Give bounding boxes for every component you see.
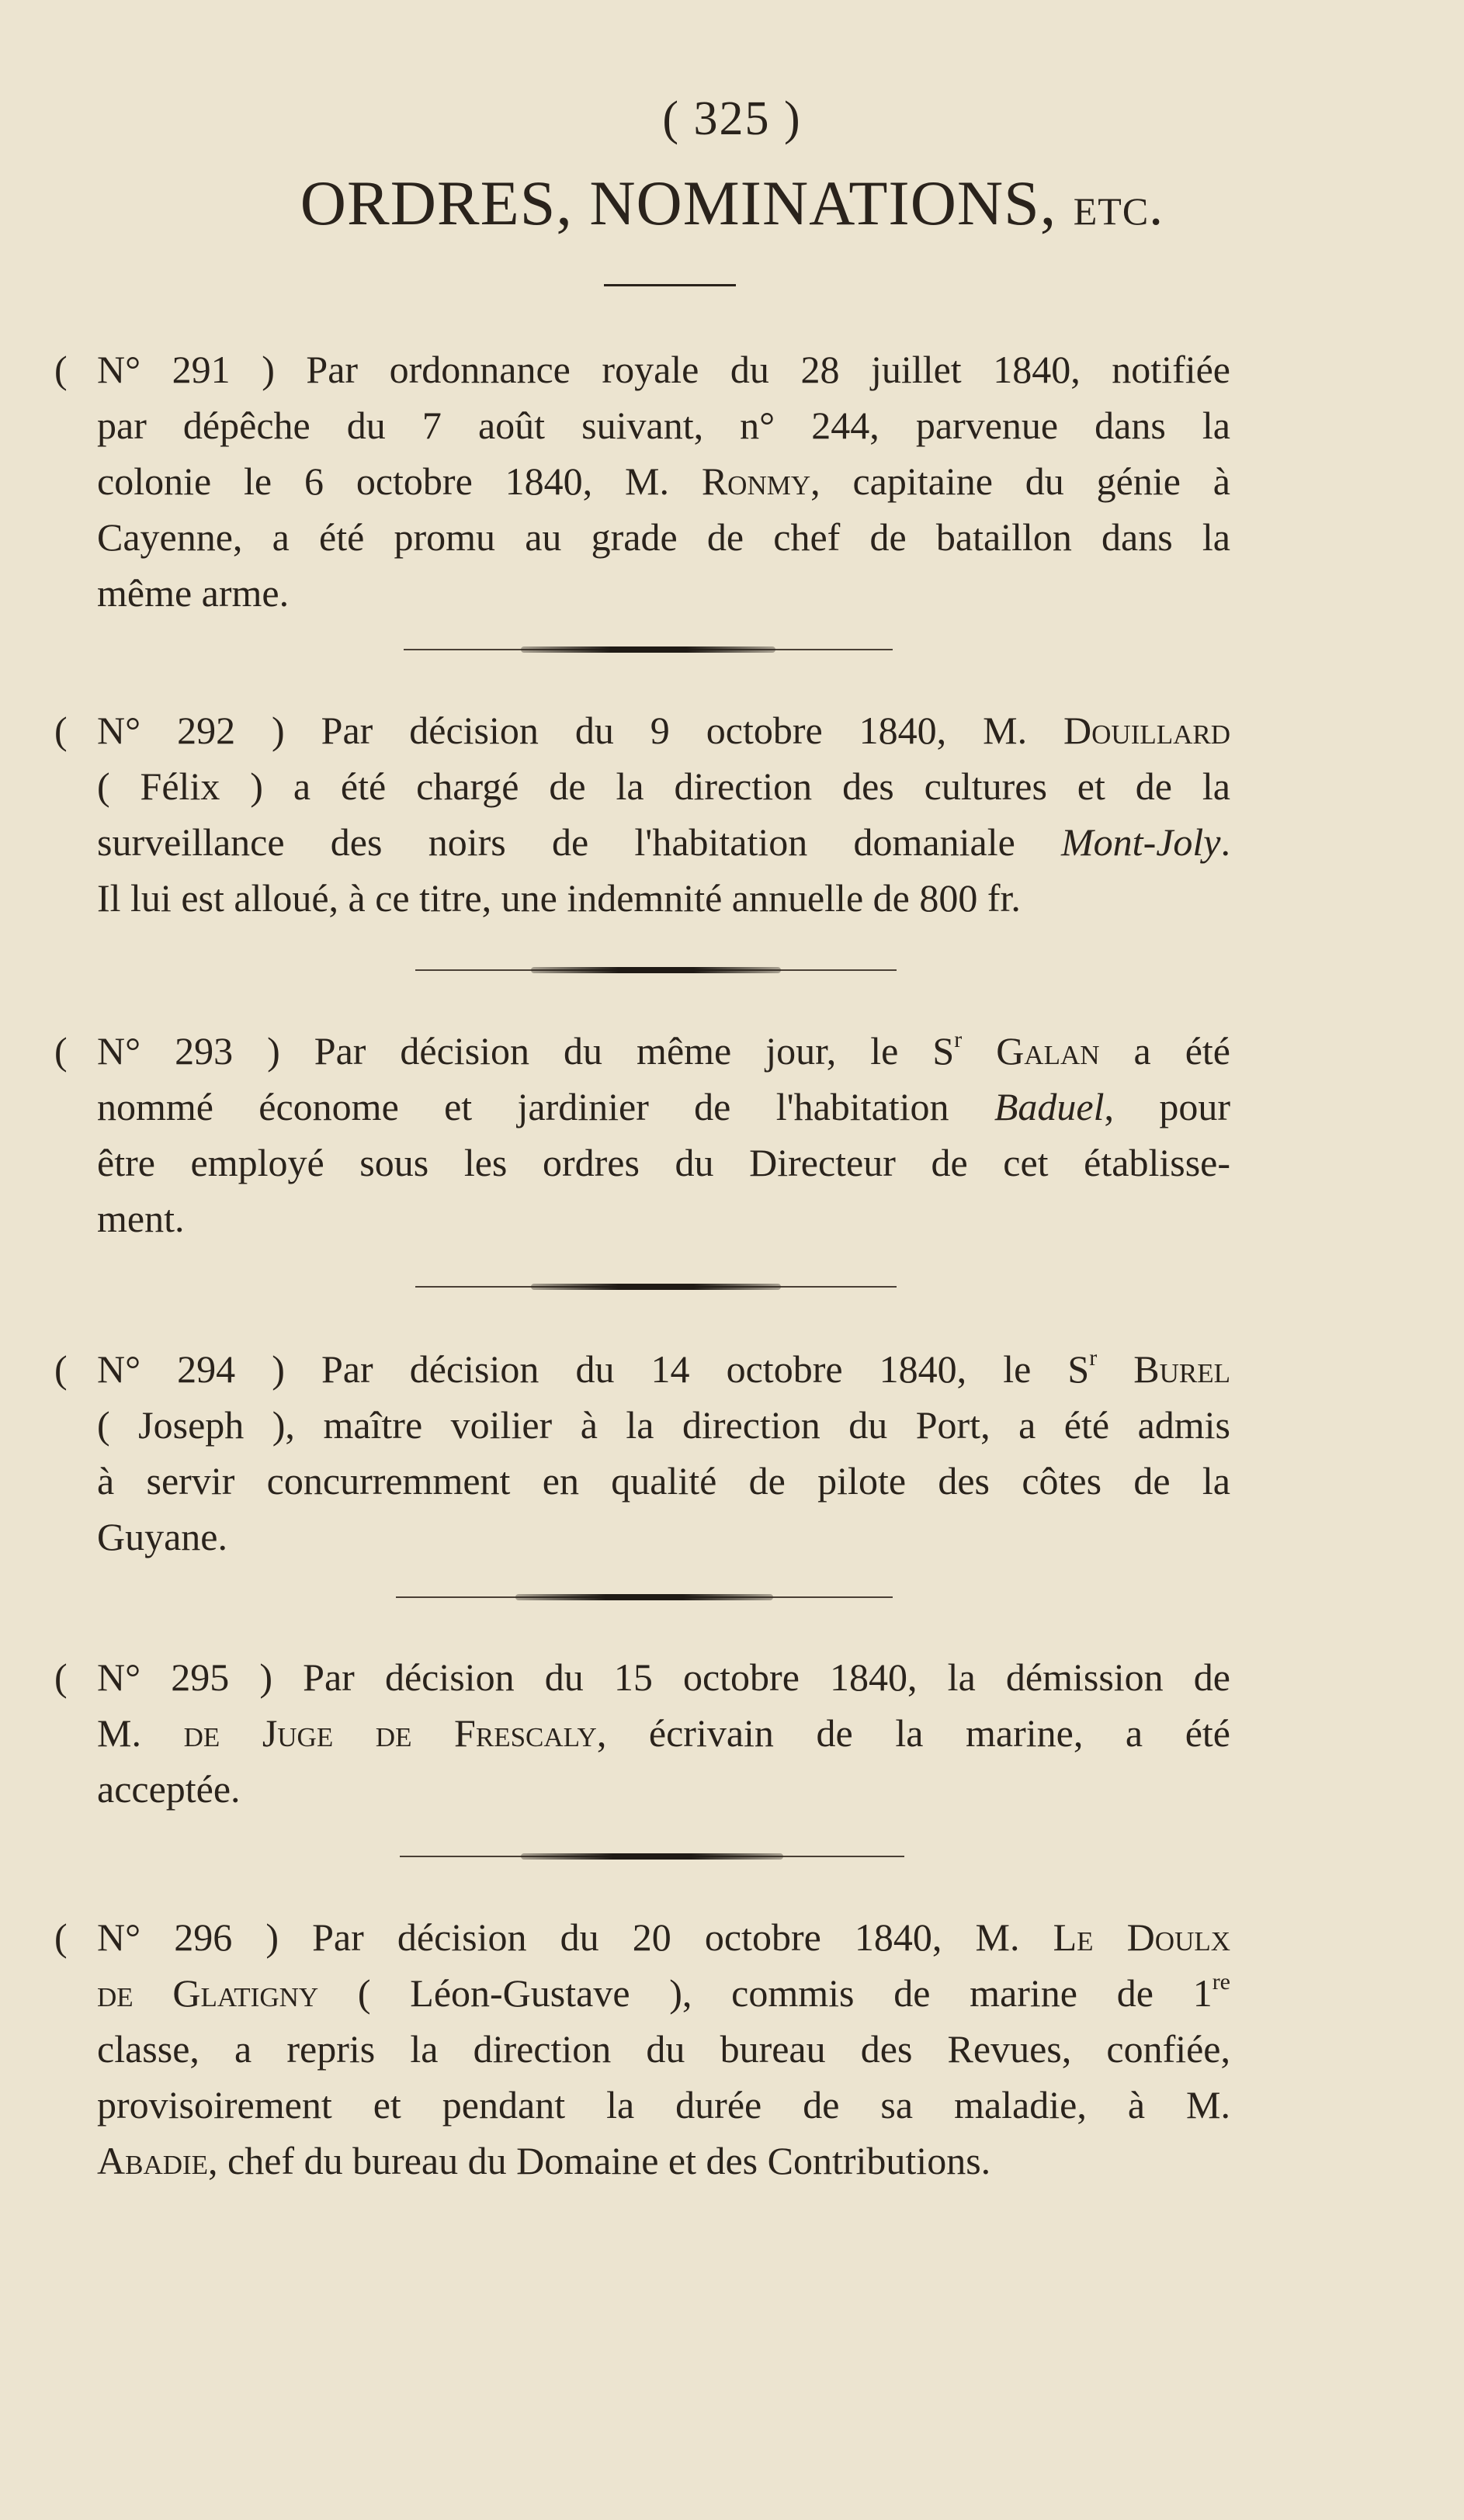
separator-rule: [415, 1278, 897, 1295]
entry-text: .: [1220, 820, 1230, 864]
entry-text: colonie le 6 octobre 1840, M.: [97, 459, 702, 503]
separator-thick-line: [515, 1594, 774, 1600]
open-paren: (: [54, 1347, 68, 1391]
entry-text: être employé sous les ordres du Directeur de cet établisse-: [97, 1141, 1230, 1184]
place-name: Baduel: [994, 1085, 1105, 1128]
entry-line: [97, 1135, 1230, 1191]
page-number: ( 325 ): [662, 92, 802, 145]
entry-line: [97, 565, 1230, 621]
entry-line: [97, 2133, 1230, 2189]
entry-number: N° 293: [97, 1029, 234, 1073]
entry-text: ( Félix ) a été chargé de la direction des cultures et de la: [97, 764, 1230, 808]
person-name: Galan: [962, 1029, 1100, 1073]
page-title-text: ORDRES, NOMINATIONS,: [300, 168, 1074, 238]
heading-rule: [604, 284, 736, 286]
separator-thick-line: [521, 646, 775, 653]
page-title: [0, 167, 1464, 240]
entry-line: [97, 2021, 1230, 2077]
separator-rule: [396, 1589, 893, 1606]
entry-text: ) Par décision du 20 octobre 1840, M.: [232, 1915, 1053, 1959]
entry-text: par dépêche du 7 août suivant, n° 244, parvenue dans la: [97, 404, 1230, 447]
entry-line: [97, 814, 1230, 870]
entry-text: ) Par ordonnance royale du 28 juillet 1840, notifiée: [230, 348, 1230, 391]
person-name: Burel: [1097, 1347, 1230, 1391]
entry-294: [54, 1341, 1230, 1565]
entry-296: [54, 1909, 1230, 2189]
entry-text: nommé économe et jardinier de l'habitation: [97, 1085, 994, 1128]
separator-thick-line: [531, 967, 781, 973]
open-paren: (: [54, 1655, 68, 1699]
entry-text: classe, a repris la direction du bureau des Revues, confiée,: [97, 2027, 1230, 2071]
entry-line: [97, 397, 1230, 453]
entry-text: ment.: [97, 1197, 185, 1240]
entry-295: [54, 1649, 1230, 1817]
entry-292: [54, 702, 1231, 926]
open-paren: (: [54, 1915, 68, 1959]
entry-number: N° 294: [97, 1347, 236, 1391]
entry-line: [97, 509, 1230, 565]
superscript: r: [1089, 1345, 1098, 1371]
entry-text: ) Par décision du 14 octobre 1840, le S: [235, 1347, 1090, 1391]
entry-text: acceptée.: [97, 1767, 241, 1811]
entry-text: ( Léon-Gustave ), commis de marine de: [318, 1971, 1193, 2015]
entry-line: [54, 341, 1230, 397]
entry-291: [54, 341, 1230, 621]
entry-number: N° 295: [97, 1655, 230, 1699]
open-paren: (: [54, 348, 68, 391]
entry-line: [54, 1909, 1230, 1965]
entry-line: [97, 1453, 1230, 1509]
entry-text: Il lui est alloué, à ce titre, une indemnité annuelle de 800 fr.: [97, 876, 1021, 920]
entry-line: [97, 870, 1230, 926]
entry-line: [97, 1965, 1230, 2021]
person-name: Abadie: [97, 2139, 209, 2182]
place-name: Mont-Joly: [1061, 820, 1221, 864]
entry-text: ) Par décision du même jour, le S: [233, 1029, 955, 1073]
entry-line: [54, 1023, 1230, 1079]
entry-text: , pour: [1104, 1085, 1230, 1128]
superscript: r: [954, 1027, 963, 1052]
person-name: de Glatigny: [97, 1971, 319, 2015]
entry-text: même arme.: [97, 571, 290, 615]
entry-text: Cayenne, a été promu au grade de chef de bataillon dans la: [97, 515, 1230, 559]
entry-line: [97, 2077, 1230, 2133]
entry-text: a été: [1099, 1029, 1230, 1073]
person-name: de Juge de Frescaly: [183, 1711, 597, 1755]
entry-line: [97, 758, 1230, 814]
entry-text: , écrivain de la marine, a été: [596, 1711, 1230, 1755]
person-name: Le Doulx: [1053, 1915, 1230, 1959]
entry-line: [97, 1079, 1230, 1135]
entry-line: [97, 1191, 1230, 1246]
entry-text: 1: [1192, 1971, 1212, 2015]
page-title-etc: etc.: [1073, 175, 1164, 237]
entry-line: [54, 702, 1231, 758]
entry-text: , chef du bureau du Domaine et des Contributions.: [208, 2139, 991, 2182]
entry-text: à servir concurremment en qualité de pilote des côtes de la: [97, 1459, 1230, 1503]
person-name: Douillard: [1063, 709, 1231, 752]
entry-line: [97, 1705, 1230, 1761]
entry-number: N° 292: [97, 709, 236, 752]
separator-rule: [400, 1848, 904, 1865]
open-paren: (: [54, 1029, 68, 1073]
open-paren: (: [54, 709, 68, 752]
entry-text: Guyane.: [97, 1515, 227, 1558]
entry-293: [54, 1023, 1230, 1246]
separator-thick-line: [531, 1284, 781, 1290]
entry-line: [97, 1509, 1230, 1565]
entry-text: , capitaine du génie à: [810, 459, 1230, 503]
entry-line: [54, 1341, 1230, 1397]
entry-text: M.: [97, 1711, 184, 1755]
separator-rule: [404, 641, 893, 658]
entry-text: ( Joseph ), maître voilier à la direction du Port, a été admis: [97, 1403, 1230, 1447]
entry-line: [97, 453, 1230, 509]
entry-line: [97, 1397, 1230, 1453]
entry-line: [97, 1761, 1230, 1817]
entry-text: ) Par décision du 9 octobre 1840, M.: [235, 709, 1064, 752]
superscript: re: [1212, 1969, 1230, 1995]
entry-text: provisoirement et pendant la durée de sa maladie, à M.: [97, 2083, 1230, 2127]
separator-thick-line: [521, 1853, 783, 1860]
entry-number: N° 296: [97, 1915, 233, 1959]
separator-rule: [415, 962, 897, 979]
entry-text: surveillance des noirs de l'habitation domaniale: [97, 820, 1062, 864]
entry-line: [54, 1649, 1230, 1705]
entry-text: ) Par décision du 15 octobre 1840, la démission de: [229, 1655, 1230, 1699]
entry-number: N° 291: [97, 348, 231, 391]
person-name: Ronmy: [701, 459, 811, 503]
